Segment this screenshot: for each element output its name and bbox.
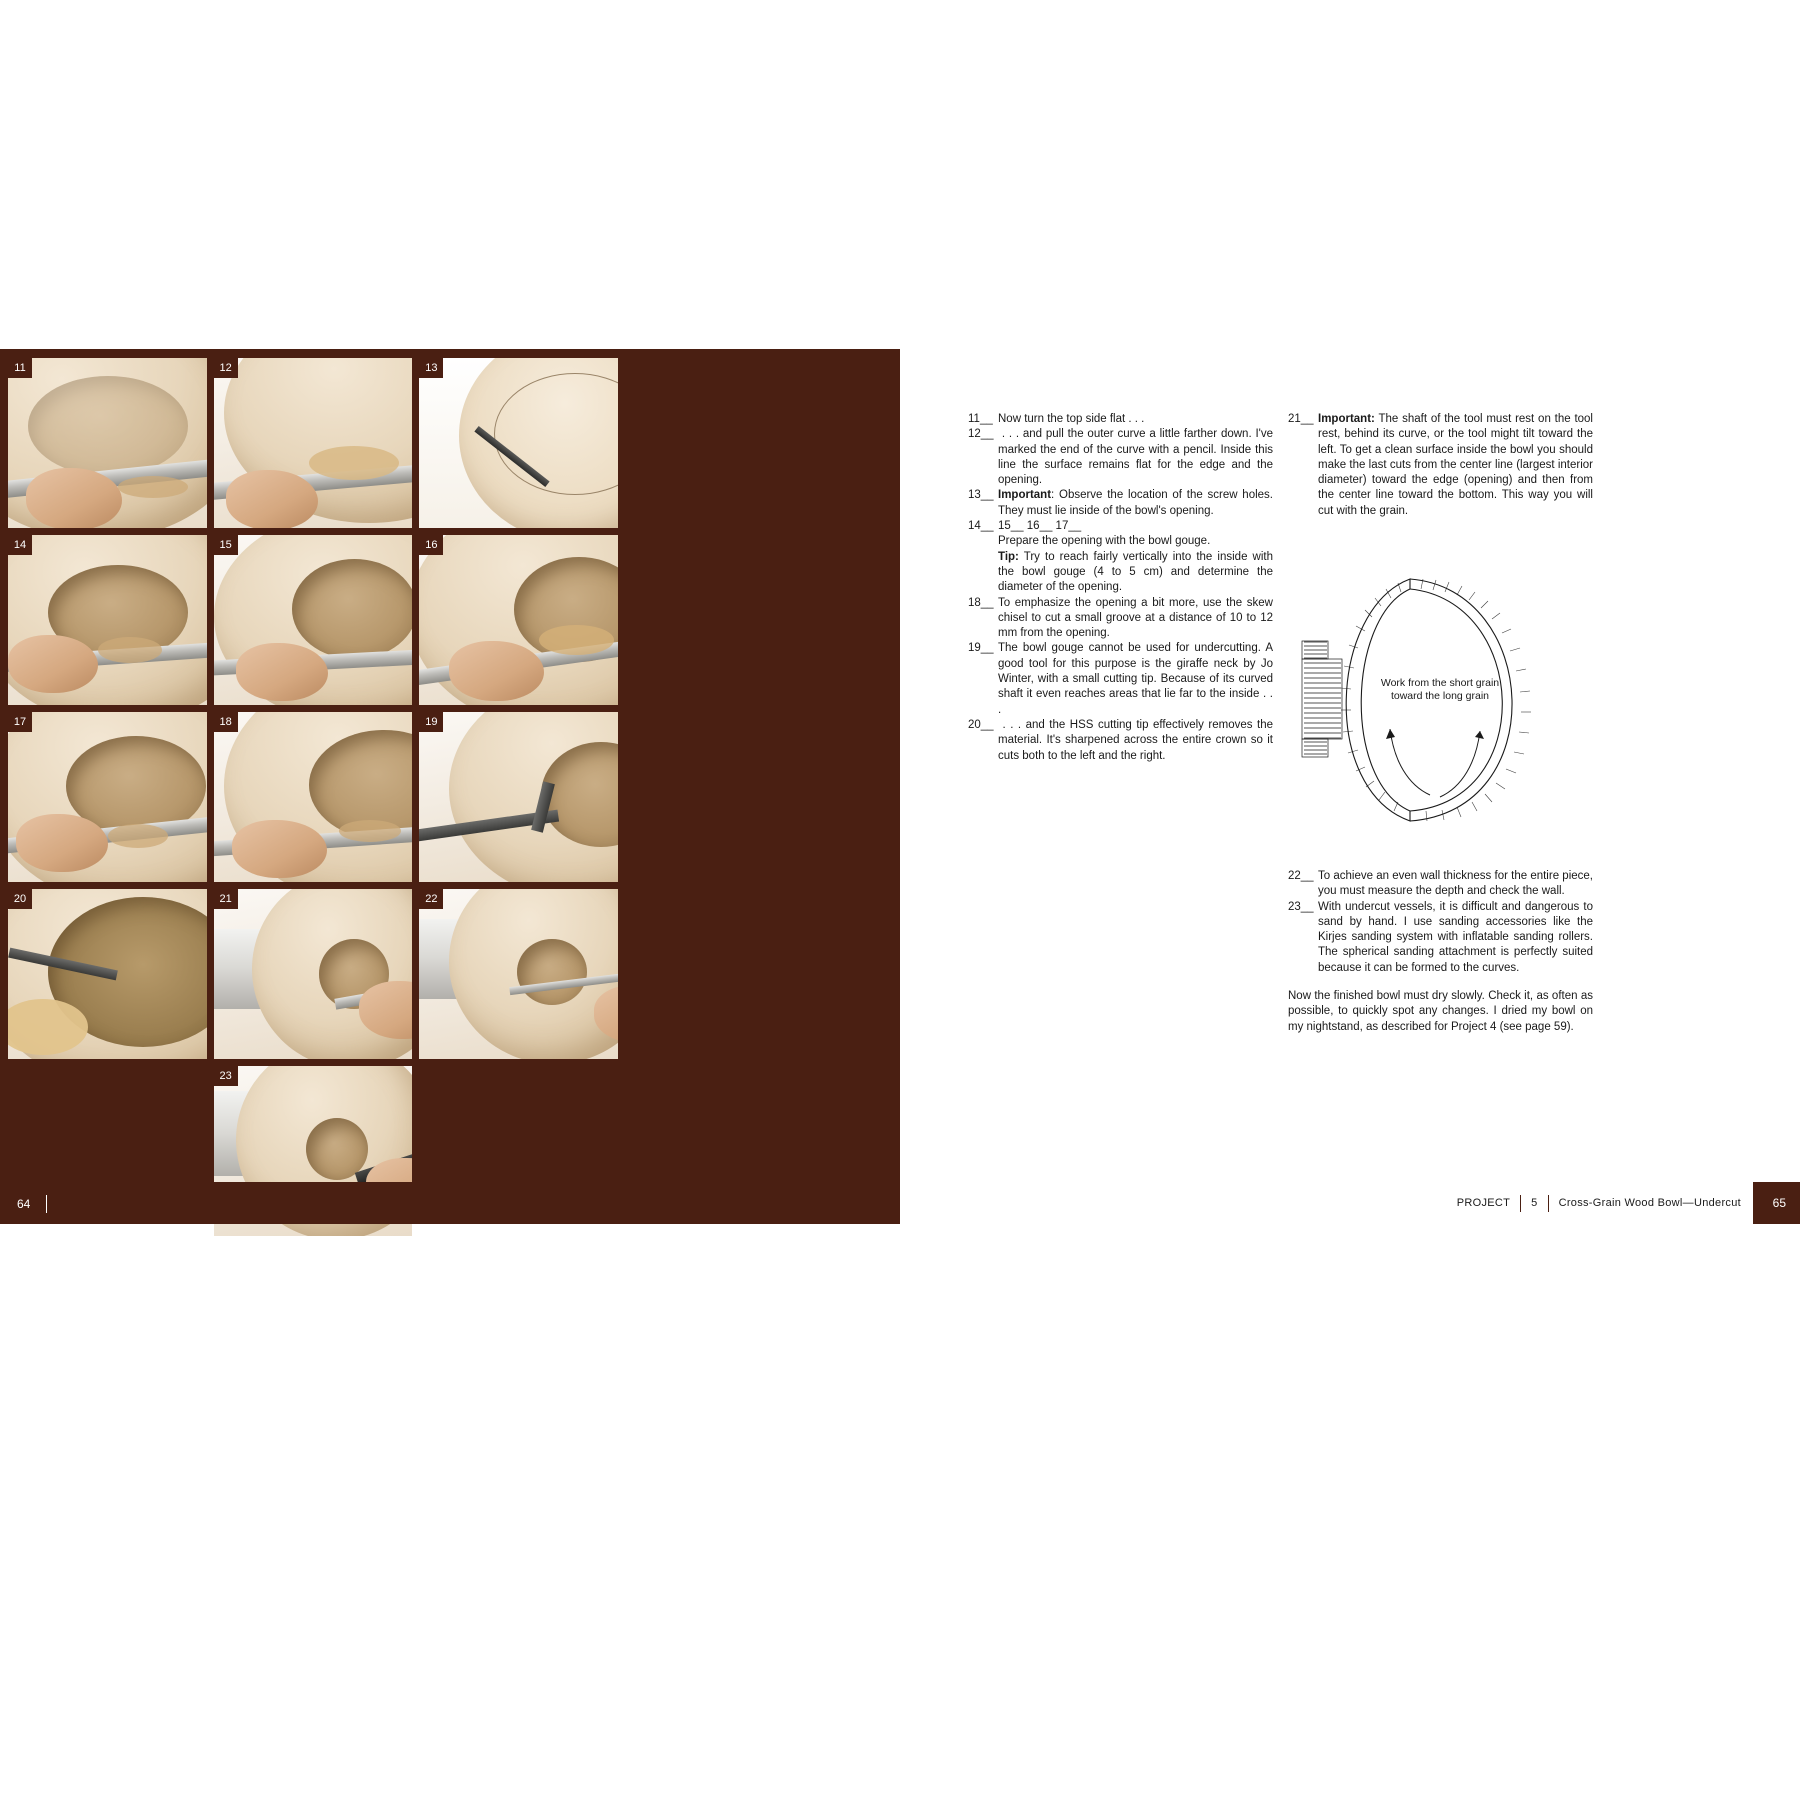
photo-row (8, 889, 618, 1059)
step-text: : Observe the location of the screw holes. They must lie inside of the bowl's opening. (998, 489, 1273, 517)
photo-13 (419, 358, 618, 528)
photo-11 (8, 358, 207, 528)
diagram-caption-line1: Work from the short grain (1380, 677, 1500, 689)
left-page-number: 64 (17, 1197, 31, 1211)
left-footer-bar (0, 1182, 900, 1224)
text-column-right (1288, 412, 1593, 519)
photo-number: 22 (419, 889, 443, 909)
photo-22 (419, 889, 618, 1059)
step-12 (968, 427, 1273, 488)
step-21 (1288, 412, 1593, 519)
text-column-left (968, 412, 1273, 764)
photo-16 (419, 535, 618, 705)
photo-20 (8, 889, 207, 1059)
step-text: The bowl gouge cannot be used for undercutting. A good tool for this purpose is the giraffe neck by Jo Winter, with a small cutting tip. Because of its curved shaft it even reaches areas that lie far to the inside . . . (998, 642, 1273, 716)
folio-divider (46, 1195, 47, 1213)
step-lead: 19__ (968, 642, 994, 655)
photo-number: 12 (214, 358, 238, 378)
footer-project-number: 5 (1531, 1197, 1538, 1209)
photo-19 (419, 712, 618, 882)
photo-number: 16 (419, 535, 443, 555)
photo-row (8, 535, 618, 705)
diagram-caption-line2: toward the long grain (1390, 690, 1490, 702)
step-lead: 20__ (968, 718, 994, 731)
photo-number: 20 (8, 889, 32, 909)
right-footer (1457, 1182, 1800, 1224)
step-13 (968, 488, 1273, 519)
step-11 (968, 412, 1273, 427)
step-emphasis: Important: (1318, 413, 1375, 425)
book-spread (0, 349, 1800, 1224)
photo-number: 15 (214, 535, 238, 555)
diagram-caption (1345, 677, 1535, 703)
step-14-17 (968, 519, 1273, 534)
tip-text: Try to reach fairly vertically into the inside with the bowl gouge (4 to 5 cm) and determine the diameter of the opening. (998, 550, 1273, 594)
step-lead: 12__ (968, 428, 994, 441)
step-lead: 14__ (968, 520, 994, 533)
step-text: With undercut vessels, it is difficult and dangerous to sand by hand. I use sanding accessories like the Kirjes sanding system with inflatable sanding rollers. The spherical sanding attachment is perfectly suited because it can be formed to the curves. (1318, 900, 1593, 974)
photo-number: 14 (8, 535, 32, 555)
photo-number: 17 (8, 712, 32, 732)
step-text: To emphasize the opening a bit more, use the skew chisel to cut a small groove at a distance of 10 to 12 mm from the opening. (998, 596, 1273, 640)
step-20 (968, 718, 1273, 764)
footer-chapter-title: Cross-Grain Wood Bowl—Undercut (1558, 1197, 1741, 1209)
photo-number: 13 (419, 358, 443, 378)
footer-divider-2 (1548, 1195, 1549, 1212)
photo-21 (214, 889, 413, 1059)
step-lead: 22__ (1288, 870, 1314, 882)
photo-number: 21 (214, 889, 238, 909)
footer-divider-1 (1520, 1195, 1521, 1212)
step-text: Now turn the top side flat . . . (998, 413, 1145, 425)
right-page (900, 349, 1800, 1224)
step-text: 15__ 16__ 17__ (998, 520, 1082, 533)
step-text: The shaft of the tool must rest on the tool rest, behind its curve, or the tool might tilt toward the left. To get a clean surface inside the bowl you should make the last cuts from the center line (largest interior diameter) toward the edge (opening) and then from the center line toward the bottom. This way you will cut with the grain. (1318, 413, 1593, 517)
step-lead: 13__ (968, 489, 994, 502)
tip-note (968, 550, 1273, 596)
closing-paragraph: Now the finished bowl must dry slowly. Check it, as often as possible, to quickly spot any changes. I dried my bowl on my nightstand, as described for Project 4 (see page 59). (1288, 990, 1593, 1033)
step-emphasis: Important (998, 489, 1052, 502)
step-18 (968, 596, 1273, 642)
photo-number: 18 (214, 712, 238, 732)
photo-14 (8, 535, 207, 705)
photo-number: 23 (214, 1066, 238, 1086)
footer-project-label: PROJECT (1456, 1197, 1511, 1209)
step-14-17-instruction: Prepare the opening with the bowl gouge. (998, 535, 1211, 548)
step-23 (1288, 900, 1593, 976)
step-text: . . . and pull the outer curve a little farther down. I've marked the end of the curve with a pencil. Inside this line the surface remains flat for the edge and the opening. (998, 428, 1273, 487)
step-lead: 23__ (1288, 900, 1314, 913)
step-text: To achieve an even wall thickness for the entire piece, you must measure the depth and check the wall. (1318, 870, 1593, 898)
photo-15 (214, 535, 413, 705)
photo-grid (8, 358, 618, 1243)
photo-number: 11 (8, 358, 32, 378)
photo-number: 19 (419, 712, 443, 732)
photo-12 (214, 358, 413, 528)
photo-18 (214, 712, 413, 882)
grain-direction-diagram (1290, 549, 1590, 849)
left-page (0, 349, 900, 1224)
photo-17 (8, 712, 207, 882)
step-22 (1288, 869, 1593, 900)
text-column-right-lower (1288, 869, 1593, 1035)
step-lead: 18__ (968, 596, 994, 609)
right-page-number: 65 (1753, 1182, 1800, 1224)
step-lead: 21__ (1288, 413, 1314, 425)
step-lead: 11__ (968, 413, 993, 425)
photo-row (8, 358, 618, 528)
tip-label: Tip: (998, 550, 1019, 563)
photo-row (8, 712, 618, 882)
step-text: . . . and the HSS cutting tip effectively removes the material. It's sharpened across the entire crown so it cuts both to the left and the right. (998, 718, 1273, 762)
step-19 (968, 641, 1273, 717)
